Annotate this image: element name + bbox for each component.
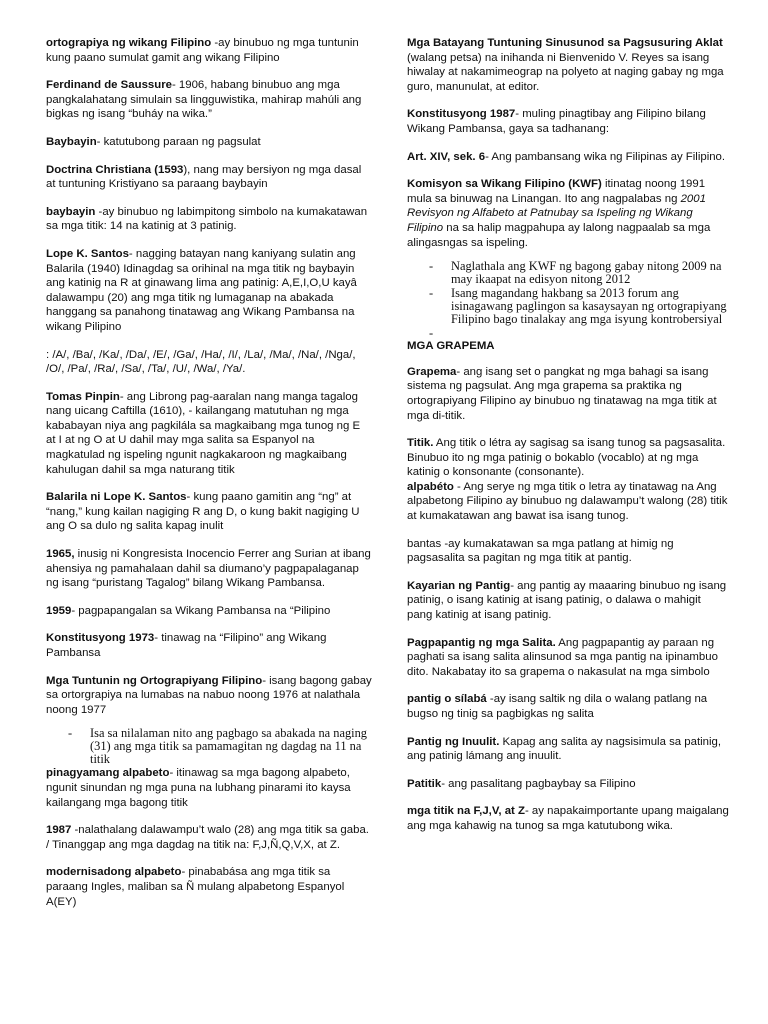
entry-text: - itinawag sa mga bagong alpabeto, ngunit sinundan ng mga puna na lubhang pinarami ito kaysa kailangang mga bagong titik (46, 767, 351, 809)
entry-term: Lope K. Santos (46, 247, 129, 260)
entry-term: 1965, (46, 548, 78, 561)
entry-term: modernisadong alpabeto (46, 866, 182, 879)
entry-1965 (46, 547, 372, 591)
entry-text: Ang titik o létra ay sagisag sa isang tunog sa pagsasalita. Binubuo ito ng mga patinig o bokablo (vocablo) at ng mga katinig o konsonante (consonante). (407, 437, 726, 479)
entry-titik-fjvz (407, 804, 729, 833)
entry-text: -nalathalang dalawampu’t walo (28) ang mga titik sa gaba. / Tinanggap ang mga dagdag na titik na: F,J,Ñ,Q,V,X, at Z. (46, 824, 369, 851)
entry-text: - katutubong paraan ng pagsulat (96, 135, 261, 148)
dash-icon: - (68, 726, 73, 741)
entry-text: - pagpapangalan sa Wikang Pambansa na “Pilipino (71, 604, 331, 617)
entry-term: Balarila ni Lope K. Santos (46, 491, 187, 504)
entry-text: -ay binubuo ng mga tuntunin kung paano sumulat gamit ang wikang Filipino (46, 37, 359, 64)
entry-text: - ang isang set o pangkat ng mga bahagi sa isang sistema ng pagsulat. Ang mga grapema sa praktika ng ortograpiyang Filipino ay binubuo ng tinatawag na mga titik at mga di-titik. (407, 365, 717, 422)
list-item-text: Isang magandang hakbang sa 2013 forum ang isinagawang paglingon sa kasaysayan ng ortograpiyang Filipino bago tinalakay ang mga isyung kontrobersiyal (451, 286, 727, 327)
entry-text: (walang petsa) na inihanda ni Bienvenido V. Reyes sa isang hiwalay at nakamimeograp na polyeto at naging gabay ng mga guro, manunulat, at editor. (407, 51, 724, 93)
entry-text: - 1906, habang binubuo ang mga pangkalahatang simulain sa lingguwistika, mahirap mahúli ang bigkas ng isang “buháy na wika.” (46, 79, 362, 121)
entry-term: Patitik (407, 777, 442, 790)
entry-term: pantig o sílabá (407, 693, 487, 706)
entry-text: Ang pagpapantig ay paraan ng paghati sa isang salita alinsunod sa mga pantig na ipinambuo dito. Nakabatay ito sa grapema o nakasulat na mga simbolo (407, 636, 718, 678)
entry-term: alpabéto (407, 480, 454, 493)
entry-alpabeto (407, 480, 729, 524)
entry-text: - Ang pambansang wika ng Filipinas ay Filipino. (485, 150, 726, 163)
entry-text: ), nang may bersiyon ng mga dasal at tuntuning Kristiyano sa paraang baybayin (46, 163, 362, 191)
entry-grapema (407, 365, 729, 423)
entry-balarila (46, 490, 372, 534)
entry-text: - tinawag na “Filipino” ang Wikang Pambansa (46, 632, 327, 659)
entry-patitik (407, 777, 729, 792)
entry-titik (407, 436, 729, 480)
entry-text: - Ang serye ng mga titik o letra ay tinatawag na Ang alpabetong Filipino ay binubuo ng dalawampu’t walong (28) titik at kumakatawan ang bawat isa isang tunog. (407, 480, 728, 523)
right-column (407, 36, 729, 847)
entry-kwf (407, 177, 729, 250)
entry-term: ortograpiya ng wikang Filipino (46, 37, 212, 49)
entry-text: -ay isang saltik ng dila o walang patlang na bugso ng tinig sa pagbigkas ng salita (407, 693, 708, 720)
entry-baybayin-simbolo (46, 205, 372, 234)
entry-text: na sa halip magpahupa ay lalong nagpaalab sa mga alingasngas sa ispeling. (407, 221, 711, 249)
entry-abakada-list (46, 348, 372, 377)
entry-term: Doctrina Christiana (1593 (46, 163, 184, 176)
entry-term: Konstitusyong 1987 (407, 108, 516, 121)
left-bullet-list (68, 727, 372, 766)
entry-text: - ay napakaimportante upang maigalang ang mga kahawig na tunog sa mga katutubong wika. (407, 805, 729, 832)
entry-pinagyamang (46, 766, 372, 810)
entry-text: bantas -ay kumakatawan sa mga patlang at himig ng pagsasalita sa pagitan ng mga titik at pantig. (407, 537, 674, 565)
entry-term: mga titik na F,J,V, at Z (407, 805, 525, 818)
entry-1987-nalathala (46, 823, 372, 852)
entry-baybayin (46, 135, 372, 150)
entry-text: inusig ni Kongresista Inocencio Ferrer ang Surian at ibang ahensiya ng pamahalaan dahil sa diumano’y pagpapalaganap ng isang “puristang Tagalog” bilang Wikang Pambansa. (46, 548, 371, 590)
entry-text: - ang pantig ay maaaring binubuo ng isang patinig, o isang katinig at isang patinig, o dalawa o mahigit pang katinig at isang patinig. (407, 579, 727, 622)
entry-konstitusyong-1973 (46, 631, 372, 660)
entry-text: itinatag noong 1991 mula sa binuwag na Linangan. Ito ang nagpalabas ng (407, 178, 706, 205)
entry-ortograpiya (46, 36, 372, 65)
entry-lope-santos (46, 247, 372, 335)
entry-term: Ferdinand de Saussure (46, 79, 172, 92)
publication-title: 2001 Revisyon ng Alfabeto at Patnubay sa Ispeling ng Wikang Filipino (407, 192, 706, 234)
entry-text: - kung paano gamitin ang “ng” at “nang,” kung kailan nagiging R ang D, o kung bakit nagiging U ang O sa dulo ng salita kapag inulit (46, 491, 360, 533)
entry-term: Mga Batayang Tuntuning Sinusunod sa Pagsusuring Aklat (407, 37, 723, 49)
entry-text: : /A/, /Ba/, /Ka/, /Da/, /E/, /Ga/, /Ha/, /I/, /La/, /Ma/, /Na/, /Nga/, /O/, /Pa/, /Ra/, /Sa/, /Ta/, /U/, /Wa/, /Ya/. (46, 348, 356, 376)
entry-term: Kayarian ng Pantig (407, 579, 511, 592)
dash-icon: - (429, 259, 434, 274)
entry-term: Pagpapantig ng mga Salita. (407, 636, 556, 649)
entry-term: Komisyon sa Wikang Filipino (KWF) (407, 178, 602, 191)
entry-batayang-tuntunin (407, 36, 729, 94)
entry-doctrina (46, 163, 372, 192)
list-item (429, 260, 729, 286)
entry-konstitusyong-1987 (407, 107, 729, 136)
section-heading-grapema (407, 339, 729, 354)
entry-bantas (407, 537, 729, 566)
entry-term: pinagyamang alpabeto (46, 767, 170, 780)
entry-text: - pinababása ang mga titik sa paraang Ingles, maliban sa Ñ mulang alpabetong Espanyol A(EY) (46, 866, 345, 908)
entry-term: Titik. (407, 437, 434, 450)
dash-icon: - (429, 286, 434, 301)
entry-term: 1987 (46, 824, 72, 837)
entry-text: -ay binubuo ng labimpitong simbolo na kumakatawan sa mga titik: 14 na katinig at 3 patinig. (46, 205, 368, 233)
entry-pagpapantig (407, 636, 729, 680)
list-item-text: Isa sa nilalaman nito ang pagbago sa abakada na naging (31) ang mga titik sa pamamagitan ng dagdag na 11 na titik (90, 726, 367, 767)
entry-art-xiv (407, 150, 729, 165)
entry-term: Art. XIV, sek. 6 (407, 150, 486, 163)
dash-icon: - (429, 326, 434, 341)
entry-text: - isang bagong gabay sa ortorgrapiya na lumabas na nabuo noong 1976 at nalathala noong 1977 (46, 674, 372, 716)
entry-modernisado (46, 865, 372, 909)
entry-term: Pantig ng Inuulit. (407, 735, 500, 748)
entry-term: Mga Tuntunin ng Ortograpiyang Filipino (46, 674, 263, 687)
entry-term: Grapema (407, 365, 457, 378)
entry-pantig-inuulit (407, 735, 729, 764)
entry-text: - ang Librong pag-aaralan nang manga tagalog nang uicang Caftilla (1610), - kailangang matutuhan ng mga kababayan niya ang pagkilála sa magkaibang mga tunog ng E at I at ng O at U dahil may mga salita sa Espanyol na magkatulad ng ispeling ngunit nagkakaroon ng magkaibang kahulugan dahil sa mga naturang titik (46, 390, 361, 476)
entry-text: - muling pinagtibay ang Filipino bilang Wikang Pambansa, gaya sa tadhanang: (407, 108, 706, 135)
left-column (46, 36, 372, 922)
entry-pantig (407, 692, 729, 721)
list-item (68, 727, 372, 766)
entry-tuntunin (46, 674, 372, 718)
entry-pinpin (46, 390, 372, 478)
right-bullet-list (429, 260, 729, 326)
heading-text: MGA GRAPEMA (407, 340, 495, 353)
entry-term: Tomas Pinpin (46, 390, 120, 403)
entry-term: baybayin (46, 205, 96, 218)
entry-kayarian (407, 579, 729, 623)
entry-term: 1959 (46, 604, 72, 617)
entry-text: - ang pasalitang pagbaybay sa Filipino (441, 777, 636, 790)
entry-term: Konstitusyong 1973 (46, 632, 155, 645)
entry-text: Kapag ang salita ay nagsisimula sa patinig, ang patinig lámang ang inuulit. (407, 735, 722, 763)
list-item (429, 287, 729, 326)
list-item-text: Naglathala ang KWF ng bagong gabay nitong 2009 na may ikaapat na edisyon nitong 2012 (451, 259, 722, 287)
entry-saussure (46, 78, 372, 122)
entry-1959 (46, 604, 372, 619)
entry-term: Baybayin (46, 135, 97, 148)
entry-text: - nagging batayan nang kaniyang sulatin ang Balarila (1940) Idinagdag sa orihinal na mga titik ng baybayin ang katinig na R at ginawang lima ang patinig: A,E,I,O,U kayâ dalawampu (20) ang mga titik ng lumaganap na abakada hanggang sa panahong tinatawag ang Wikang Pambansa na wikang Pilipino (46, 247, 357, 333)
